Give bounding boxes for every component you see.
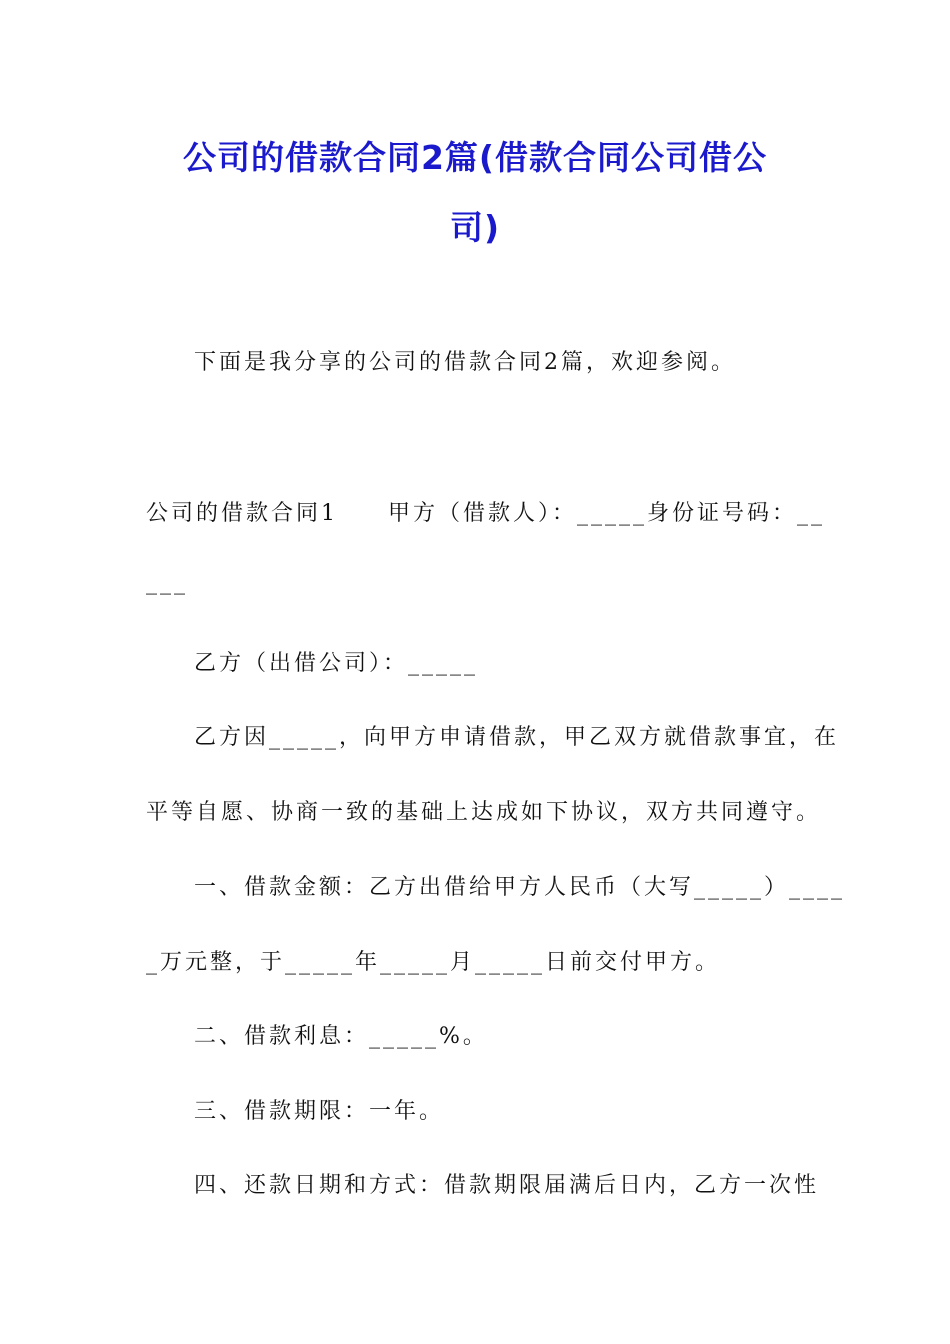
clause-3-line: 三、借款期限：一年。	[194, 1099, 445, 1124]
clause-1-line-2: _万元整，于_____年_____月_____日前交付甲方。	[146, 950, 721, 975]
intro-paragraph: 下面是我分享的公司的借款合同2篇，欢迎参阅。	[194, 350, 736, 375]
party-b-line: 乙方（出借公司）：_____	[194, 651, 479, 676]
purpose-paragraph-line-2: 平等自愿、协商一致的基础上达成如下协议，双方共同遵守。	[146, 800, 822, 825]
document-title-line-2: 司)	[449, 208, 501, 247]
contract-1-header-line: 公司的借款合同1 甲方（借款人）：_____身份证号码：__	[146, 501, 825, 526]
contract-1-header-continuation: ___	[146, 570, 188, 595]
clause-1-line-1: 一、借款金额：乙方出借给甲方人民币（大写_____）____	[194, 875, 846, 900]
document-title-line-1: 公司的借款合同2篇(借款合同公司借公	[182, 138, 768, 177]
clause-4-line: 四、还款日期和方式：借款期限届满后日内，乙方一次性	[194, 1173, 820, 1198]
clause-2-line: 二、借款利息：_____%。	[194, 1024, 488, 1049]
purpose-paragraph-line-1: 乙方因_____，向甲方申请借款，甲乙双方就借款事宜，在	[194, 725, 840, 750]
